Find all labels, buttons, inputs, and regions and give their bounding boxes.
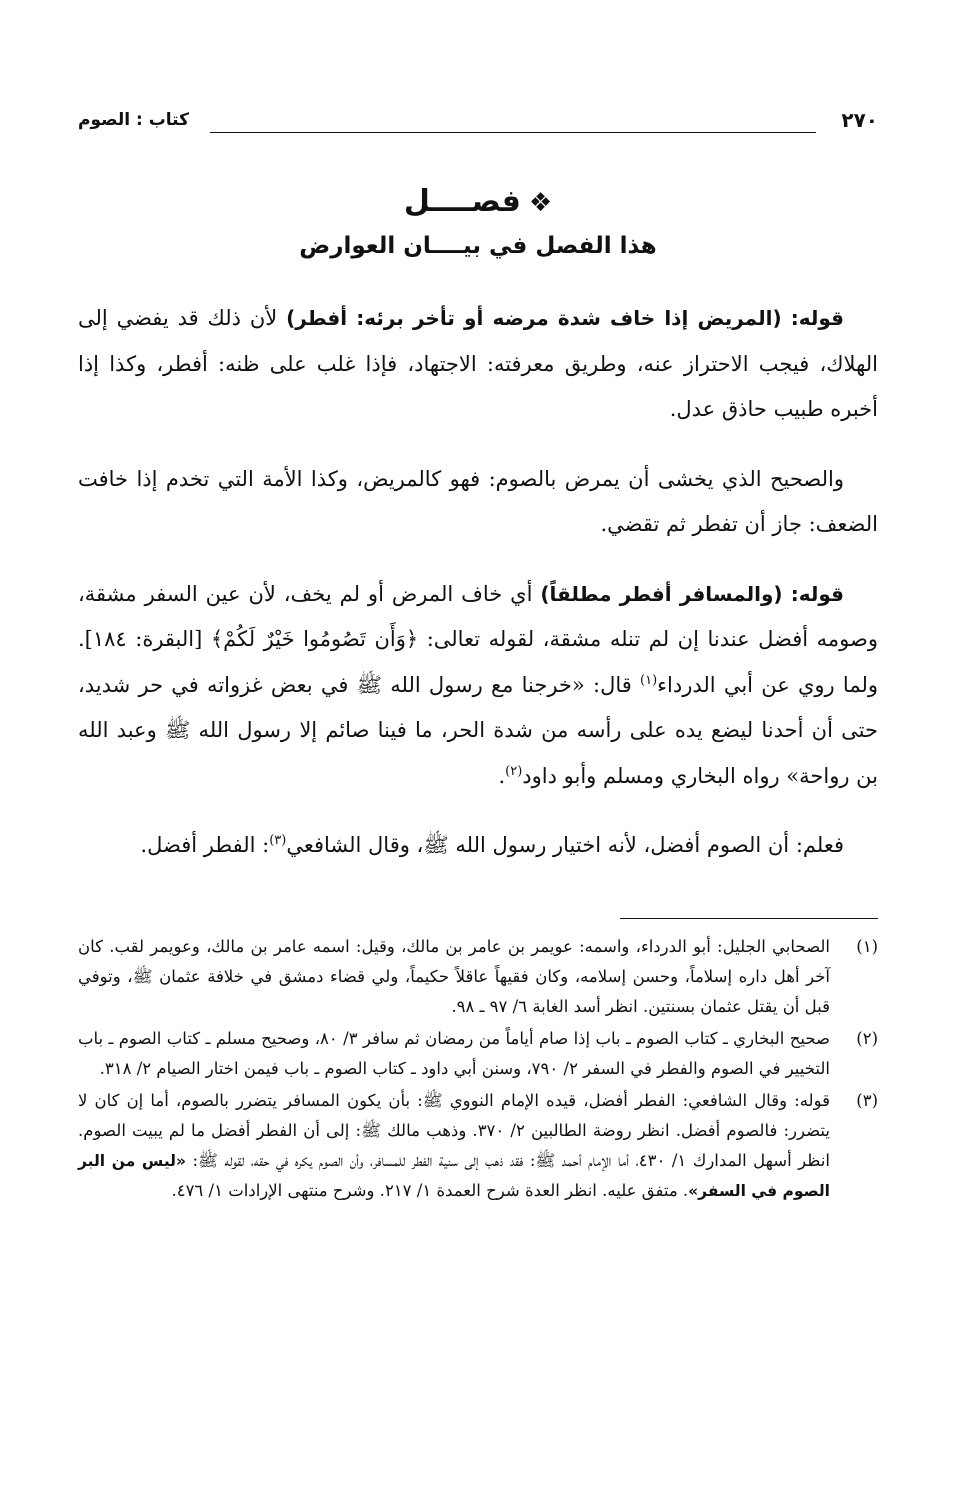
page-number: ٢٧٠	[841, 108, 878, 132]
paragraph-text: فعلم: أن الصوم أفضل، لأنه اختيار رسول الله ﷺ، وقال الشافعي	[286, 833, 844, 857]
paragraph-text: لأن ذلك قد يفضي إلى الهلاك، فيجب الاحتراز عنه، وطريق معرفته: الاجتهاد، فإذا غلب على ظنه: أفطر، وكذا إذا أخبره طبيب حاذق عدل.	[78, 306, 878, 421]
hadith-quote: «ليس من البر الصوم في السفر»	[78, 1152, 830, 1200]
paragraph-sick	[78, 296, 878, 433]
footnote-text: الصحابي الجليل: أبو الدرداء، واسمه: عويمر بن عامر بن مالك، وقيل: اسمه عامر بن مالك، وعويمر لقب. كان آخر أهل داره إسلاماً، وحسن إسلامه، وكان فقيهاً عاقلاً حكيماً، ولي قضاء دمشق في خلافة عثمان ﷺ، وتوفي قبل أن يقتل عثمان بسنتين. انظر أسد الغابة ٦/ ٩٧ ـ ٩٨.	[78, 937, 830, 1016]
footnote	[78, 1024, 878, 1084]
footnote-number: (٢)	[856, 1029, 878, 1048]
footnote-ref[interactable]: (١)	[640, 672, 658, 688]
section-title: فصــــل	[403, 184, 521, 219]
footnote-ref[interactable]: (٢)	[505, 763, 523, 779]
main-text	[78, 296, 878, 893]
ornament-icon: ❖	[528, 188, 553, 218]
footnote-text: . متفق عليه. انظر العدة شرح العمدة ١/ ٢١٧. وشرح منتهى الإرادات ١/ ٤٧٦.	[171, 1181, 689, 1200]
section-subtitle: هذا الفصل في بيــــان العوارض	[299, 233, 657, 259]
footnote-number: (١)	[856, 937, 878, 956]
book-title: كتاب : الصوم	[78, 110, 190, 130]
paragraph-text: .	[498, 763, 506, 788]
section-heading	[0, 180, 956, 225]
footnote-ref[interactable]: (٣)	[269, 833, 287, 848]
footnote-separator	[620, 918, 878, 919]
footnotes	[78, 932, 878, 1208]
quote-heading: قوله: (المريض إذا خاف شدة مرضه أو تأخر برئه: أفطر)	[286, 306, 845, 330]
footnote	[78, 1086, 878, 1206]
paragraph-text: أي خاف المرض أو لم يخف، لأن عين السفر مشقة، وصومه أفضل عندنا إن لم تنله مشقة، لقوله تعالى: ﴿وَأَن تَصُومُوا خَيْرٌ لَكُمْ﴾ [البقرة: ١٨٤]. ولما روي عن أبي الدرداء	[78, 581, 879, 697]
footnote	[78, 932, 878, 1022]
paragraph-text: قال: «خرجنا مع رسول الله ﷺ في بعض غزواته في حر شديد، حتى أن أحدنا ليضع يده على رأسه من شدة الحر، ما فينا صائم إلا رسول الله ﷺ وعبد الله بن رواحة» رواه البخاري ومسلم وأبو داود	[78, 672, 878, 788]
footnote-number: (٣)	[856, 1091, 878, 1110]
running-header	[78, 106, 878, 140]
paragraph-text: : الفطر أفضل.	[140, 833, 270, 857]
header-rule	[210, 132, 816, 133]
quote-heading: قوله: (والمسافر أفطر مطلقاً)	[540, 581, 845, 606]
paragraph-text: والصحيح الذي يخشى أن يمرض بالصوم: فهو كالمريض، وكذا الأمة التي تخدم إذا خافت الضعف: جاز أن تفطر ثم تقضي.	[78, 466, 878, 536]
footnote-text: قوله: وقال الشافعي: الفطر أفضل، قيده الإمام النووي ﷺ: بأن يكون المسافر يتضرر بالصوم، أما إن كان لا يتضرر: فالصوم أفضل. انظر روضة الطالبين ٢/ ٣٧٠. وذهب مالك ﷺ: إلى أن الفطر أفضل ما لم يبيت الصوم. انظر أسهل المدارك ١/ ٤٣٠، أما الإمام أحمد ﷺ: فقد ذهب إلى سنية الفطر للمسافر، وأن الصوم يكره في حقه، لقوله ﷺ:	[78, 1091, 831, 1170]
paragraph-traveler	[78, 572, 878, 800]
footnote-text: صحيح البخاري ـ كتاب الصوم ـ باب إذا صام أياماً من رمضان ثم سافر ٣/ ٨٠، وصحيح مسلم ـ كتاب الصوم ـ باب التخيير في الصوم والفطر في السفر ٢/ ٧٩٠، وسنن أبي داود ـ كتاب الصوم ـ باب فيمن اختار الصيام ٢/ ٣١٨.	[78, 1029, 830, 1078]
paragraph-healthy	[78, 457, 878, 548]
paragraph-conclusion	[78, 823, 878, 869]
